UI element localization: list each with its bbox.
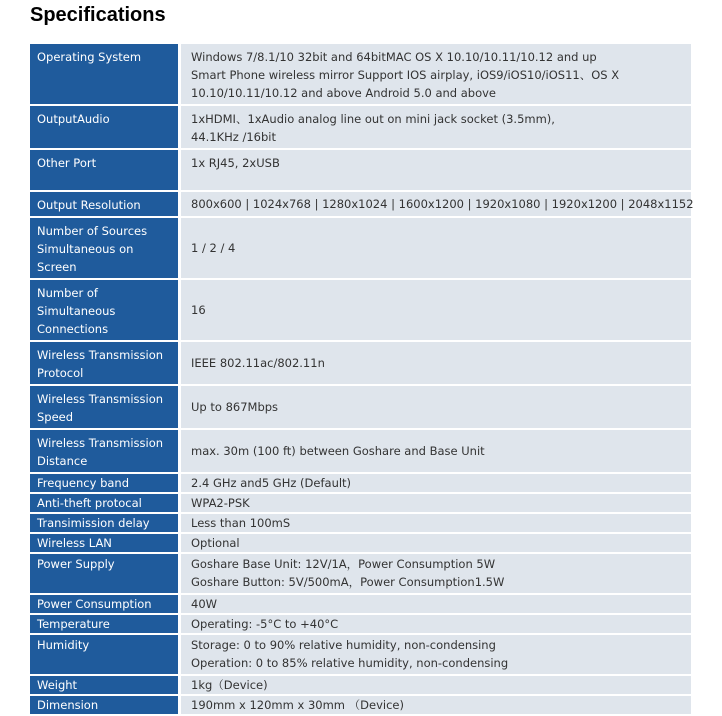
spec-value-line: 44.1KHz /16bit (191, 130, 276, 144)
spec-value (181, 218, 691, 280)
spec-label: Operating System (30, 44, 181, 106)
spec-label: Number of Sources Simultaneous on Screen (30, 218, 181, 280)
spec-value-line: Storage: 0 to 90% relative humidity, non-condensing (191, 638, 496, 652)
spec-value (181, 534, 691, 554)
spec-value (181, 635, 691, 676)
spec-value (181, 430, 691, 474)
spec-value-line: 10.10/10.11/10.12 and above Android 5.0 and above (191, 86, 496, 100)
spec-label: Wireless Transmission Distance (30, 430, 181, 474)
spec-value-line: Goshare Base Unit: 12V/1A，Power Consumption 5W (191, 557, 496, 571)
spec-label: Power Supply (30, 554, 181, 595)
spec-row-output-resolution (30, 192, 691, 218)
spec-value-line: Operating: -5°C to +40°C (191, 617, 339, 631)
spec-value-line: 1x RJ45, 2xUSB (191, 156, 280, 170)
spec-row-wireless-lan (30, 534, 691, 554)
spec-value (181, 595, 691, 615)
spec-label: Number of Simultaneous Connections (30, 280, 181, 342)
spec-value (181, 615, 691, 635)
page-title: Specifications (30, 4, 166, 26)
spec-row-transmission-distance (30, 430, 691, 474)
spec-value-line: Smart Phone wireless mirror Support IOS airplay, iOS9/iOS10/iOS11、OS X (191, 68, 620, 82)
spec-value (181, 280, 691, 342)
spec-value (181, 474, 691, 494)
spec-row-other-port (30, 150, 691, 192)
spec-label: Dimension (30, 696, 181, 716)
spec-row-output-audio (30, 106, 691, 150)
specifications-table (30, 44, 694, 716)
spec-label: Output Resolution (30, 192, 181, 218)
spec-value-line: 190mm x 120mm x 30mm （Device) (191, 698, 404, 712)
spec-row-transmission-speed (30, 386, 691, 430)
spec-label: Weight (30, 676, 181, 696)
spec-value-line: WPA2-PSK (191, 496, 250, 510)
spec-value-line: 40W (191, 597, 218, 611)
spec-value-line: Windows 7/8.1/10 32bit and 64bitMAC OS X 10.10/10.11/10.12 and up (191, 50, 597, 64)
spec-row-humidity (30, 635, 691, 676)
spec-value-line: 1kg（Device) (191, 678, 268, 692)
spec-row-dimension (30, 696, 691, 716)
spec-value-line: 16 (191, 303, 206, 317)
spec-value (181, 106, 691, 150)
spec-value (181, 342, 691, 386)
spec-label: Wireless Transmission Speed (30, 386, 181, 430)
spec-label: Transimission delay (30, 514, 181, 534)
spec-value (181, 150, 691, 192)
spec-value (181, 192, 694, 218)
spec-value (181, 514, 691, 534)
spec-value (181, 696, 691, 716)
spec-label: Power Consumption (30, 595, 181, 615)
spec-row-anti-theft-protocol (30, 494, 691, 514)
spec-label: Wireless Transmission Protocol (30, 342, 181, 386)
spec-row-simultaneous-connections (30, 280, 691, 342)
spec-row-weight (30, 676, 691, 696)
spec-label: Wireless LAN (30, 534, 181, 554)
spec-value-line: Up to 867Mbps (191, 400, 279, 414)
spec-row-power-consumption (30, 595, 691, 615)
spec-value (181, 676, 691, 696)
spec-value-line: 2.4 GHz and5 GHz (Default) (191, 476, 352, 490)
spec-value-line: Less than 100mS (191, 516, 291, 530)
spec-label: Frequency band (30, 474, 181, 494)
spec-label: Anti-theft protocal (30, 494, 181, 514)
spec-row-temperature (30, 615, 691, 635)
spec-row-frequency-band (30, 474, 691, 494)
spec-value-line: Goshare Button: 5V/500mA，Power Consumption1.5W (191, 575, 505, 589)
spec-value-line: Operation: 0 to 85% relative humidity, non-condensing (191, 656, 509, 670)
spec-value-line: Optional (191, 536, 240, 550)
spec-row-power-supply (30, 554, 691, 595)
spec-label: Other Port (30, 150, 181, 192)
spec-value (181, 44, 691, 106)
spec-value-line: 1 / 2 / 4 (191, 241, 236, 255)
spec-row-transmission-protocol (30, 342, 691, 386)
spec-label: Temperature (30, 615, 181, 635)
spec-value-line: 1xHDMI、1xAudio analog line out on mini jack socket (3.5mm), (191, 112, 555, 126)
spec-label: OutputAudio (30, 106, 181, 150)
spec-label: Humidity (30, 635, 181, 676)
spec-value (181, 554, 691, 595)
spec-row-sources-on-screen (30, 218, 691, 280)
spec-value (181, 386, 691, 430)
spec-row-transmission-delay (30, 514, 691, 534)
spec-value (181, 494, 691, 514)
spec-value-line: max. 30m (100 ft) between Goshare and Base Unit (191, 444, 485, 458)
spec-value-line: IEEE 802.11ac/802.11n (191, 356, 325, 370)
spec-value-line: 800x600 | 1024x768 | 1280x1024 | 1600x1200 | 1920x1080 | 1920x1200 | 2048x1152 (191, 197, 694, 211)
spec-row-operating-system (30, 44, 691, 106)
